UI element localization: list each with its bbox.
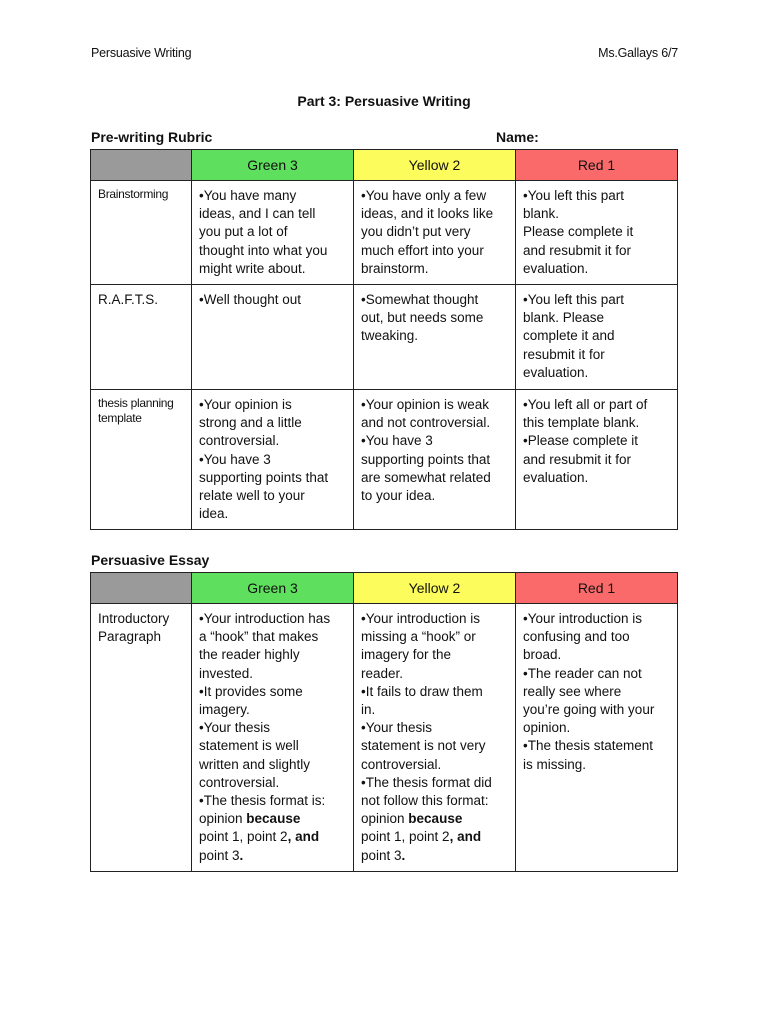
column-header-yellow: Yellow 2	[354, 573, 516, 604]
cell-red: •You left this part blank. Please complete it and resubmit it for evaluation.	[516, 285, 678, 390]
cell-yellow: •Your opinion is weak and not controversial. •You have 3 supporting points that are somewhat related to your idea.	[354, 390, 516, 530]
column-header-green: Green 3	[192, 573, 354, 604]
column-header-red: Red 1	[516, 150, 678, 181]
cell-yellow: •Your introduction is missing a “hook” or imagery for the reader. •It fails to draw them in. •Your thesis statement is not very controversial. •The thesis format did not follow this format: opinion because point 1, point 2, and point 3.	[354, 604, 516, 872]
cell-green: •Well thought out	[192, 285, 354, 390]
cell-red: •You left this part blank. Please complete it and resubmit it for evaluation.	[516, 181, 678, 285]
prewriting-rubric-table	[90, 149, 678, 530]
column-header-green: Green 3	[192, 150, 354, 181]
cell-yellow: •Somewhat thought out, but needs some tweaking.	[354, 285, 516, 390]
essay-rubric-table	[90, 572, 678, 872]
row-label-introductory-paragraph: Introductory Paragraph	[91, 604, 192, 872]
cell-green: •Your opinion is strong and a little controversial. •You have 3 supporting points that relate well to your idea.	[192, 390, 354, 530]
cell-red: •You left all or part of this template blank. •Please complete it and resubmit it for evaluation.	[516, 390, 678, 530]
table-row	[91, 181, 678, 285]
cell-green: •Your introduction has a “hook” that makes the reader highly invested. •It provides some imagery. •Your thesis statement is well written and slightly controversial. •The thesis format is: opinion because point 1, point 2, and point 3.	[192, 604, 354, 872]
row-label-rafts: R.A.F.T.S.	[91, 285, 192, 390]
row-label-brainstorming: Brainstorming	[91, 181, 192, 285]
table-row	[91, 604, 678, 872]
header-blank-cell	[91, 150, 192, 181]
header-right: Ms.Gallays 6/7	[598, 46, 678, 60]
page-title: Part 3: Persuasive Writing	[297, 93, 471, 109]
cell-yellow: •You have only a few ideas, and it looks like you didn’t put very much effort into your brainstorm.	[354, 181, 516, 285]
cell-red: •Your introduction is confusing and too broad. •The reader can not really see where you’re going with your opinion. •The thesis statement is missing.	[516, 604, 678, 872]
essay-title: Persuasive Essay	[91, 552, 210, 568]
table-header-row	[91, 573, 678, 604]
header-blank-cell	[91, 573, 192, 604]
row-label-thesis-planning: thesis planning template	[91, 390, 192, 530]
column-header-red: Red 1	[516, 573, 678, 604]
table-header-row	[91, 150, 678, 181]
cell-green: •You have many ideas, and I can tell you put a lot of thought into what you might write about.	[192, 181, 354, 285]
name-label: Name:	[496, 129, 539, 145]
table-row	[91, 390, 678, 530]
header-left: Persuasive Writing	[91, 46, 192, 60]
table-row	[91, 285, 678, 390]
prewriting-title: Pre-writing Rubric	[91, 129, 213, 145]
column-header-yellow: Yellow 2	[354, 150, 516, 181]
